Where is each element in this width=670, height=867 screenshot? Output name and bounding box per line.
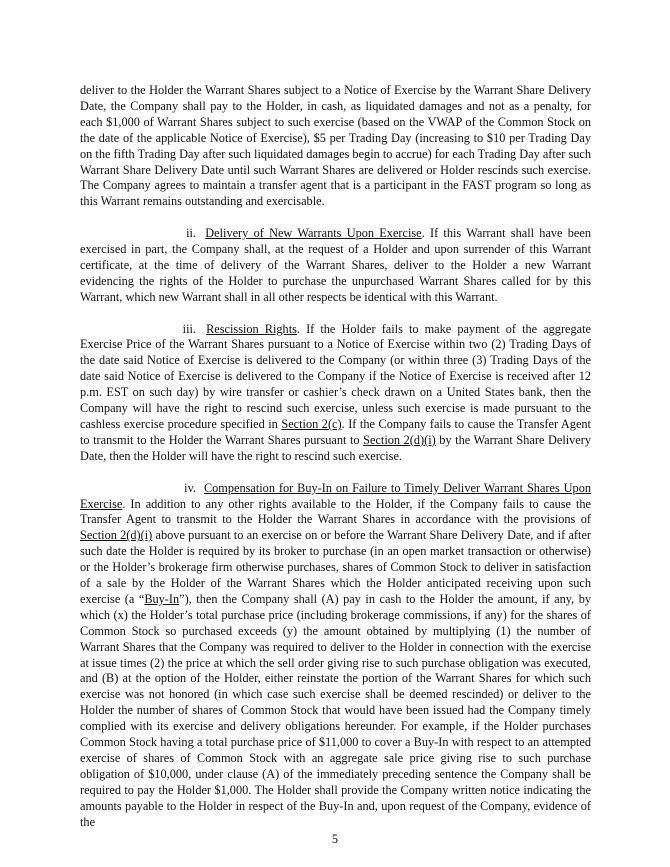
item-number: ii. bbox=[186, 226, 196, 241]
paragraph-iii bbox=[80, 322, 591, 465]
paragraph-ii bbox=[80, 226, 591, 306]
paragraph-text: deliver to the Holder the Warrant Shares subject to a Notice of Exercise by the Warrant Share Delivery Date, the Company shall pay to the Holder, in cash, as liquidated damages and not as a penalty, for each $1,000 of Warrant Shares subject to such exercise (based on the VWAP of the Common Stock on the date of the applicable Notice of Exercise), $5 per Trading Day (increasing to $10 per Trading Day on the fifth Trading Day after such liquidated damages begin to accrue) for each Trading Day after such Warrant Share Delivery Date until such Warrant Shares are delivered or Holder rescinds such exercise. The Company agrees to maintain a transfer agent that is a participant in the FAST program so long as this Warrant remains outstanding and exercisable. bbox=[80, 83, 591, 209]
section-heading: Rescission Rights bbox=[206, 321, 297, 336]
paragraph-text: . If this Warrant shall have been exercised in part, the Company shall, at the request of a Holder and upon surrender of this Warrant certificate, at the time of delivery of the Warrant Shares, deliver to the Holder a new Warrant evidencing the rights of the Holder to purchase the unpurchased Warrant Shares called for by this Warrant, which new Warrant shall in all other respects be identical with this Warrant. bbox=[80, 226, 591, 304]
item-number: iv. bbox=[184, 480, 196, 495]
page-body bbox=[80, 83, 591, 846]
item-number: iii. bbox=[182, 321, 196, 336]
section-reference: Section 2(d)(i) bbox=[80, 528, 153, 543]
paragraph-text: . If the Company fails to cause the Transfer Agent to transmit to the Holder the Warrant Shares pursuant to bbox=[80, 417, 591, 447]
paragraph-text: by the Warrant Share Delivery Date, then the Holder will have the right to rescind such exercise. bbox=[80, 432, 592, 463]
section-reference: Section 2(c) bbox=[281, 417, 342, 431]
paragraph-text: ”), then the Company shall (A) pay in cash to the Holder the amount, if any, by which (x) the Holder’s total purchase price (including brokerage commissions, if any) for the shares of Common Stock so purchased exceeds (y) the amount obtained by multiplying (1) the number of Warrant Shares that the Company was required to deliver to the Holder in connection with the exercise at issue times (2) the price at which the sell order giving rise to such purchase obligation was executed, and (B) at the option of the Holder, either reinstate the portion of the Warrant Shares for which such exercise was not honored (in which case such exercise shall be deemed rescinded) or deliver to the Holder the number of shares of Common Stock that would have been issued had the Company timely complied with its exercise and delivery obligations hereunder. For example, if the Holder purchases Common Stock having a total purchase price of $11,000 to cover a Buy-In with respect to an attempted exercise of shares of Common Stock with an aggregate sale price giving rise to such purchase obligation of $10,000, under clause (A) of the immediately preceding sentence the Company shall be required to pay the Holder $1,000. The Holder shall provide the Company written notice indicating the amounts payable to the Holder in respect of the Buy-In and, upon request of the Company, evidence of the bbox=[80, 591, 591, 829]
paragraph-text: above pursuant to an exercise on or before the Warrant Share Delivery Date, and if after such date the Holder is required by its broker to purchase (in an open market transaction or otherwise) or the Holder’s brokerage firm otherwise purchases, shares of Common Stock to deliver in satisfaction of a sale by the Holder of the Warrant Shares which the Holder anticipated receiving upon such exercise (a “ bbox=[80, 528, 591, 606]
paragraph-iv bbox=[80, 481, 591, 831]
paragraph-continuation bbox=[80, 83, 591, 210]
defined-term: Buy-In bbox=[144, 591, 180, 606]
section-reference: Section 2(d)(i) bbox=[363, 432, 436, 447]
paragraph-text: . If the Holder fails to make payment of the aggregate Exercise Price of the Warrant Shares pursuant to a Notice of Exercise within two (2) Trading Days of the date said Notice of Exercise is delivered to the Company (or within three (3) Trading Days of the date said Notice of Exercise is delivered to the Company if the Notice of Exercise is received after 12 p.m. EST on such day) by wire transfer or cashier’s check drawn on a United States bank, then the Company will have the right to rescind such exercise, unless such exercise is made pursuant to the cashless exercise procedure specified in bbox=[80, 321, 591, 431]
section-heading: Delivery of New Warrants Upon Exercise bbox=[205, 226, 422, 241]
paragraph-text: . In addition to any other rights available to the Holder, if the Company fails to cause the Transfer Agent to transmit to the Holder the Warrant Shares in accordance with the provisions of bbox=[80, 496, 591, 527]
page-number: 5 bbox=[331, 832, 339, 846]
section-heading: Compensation for Buy-In on Failure to Timely Deliver Warrant Shares Upon Exercise bbox=[80, 480, 591, 511]
